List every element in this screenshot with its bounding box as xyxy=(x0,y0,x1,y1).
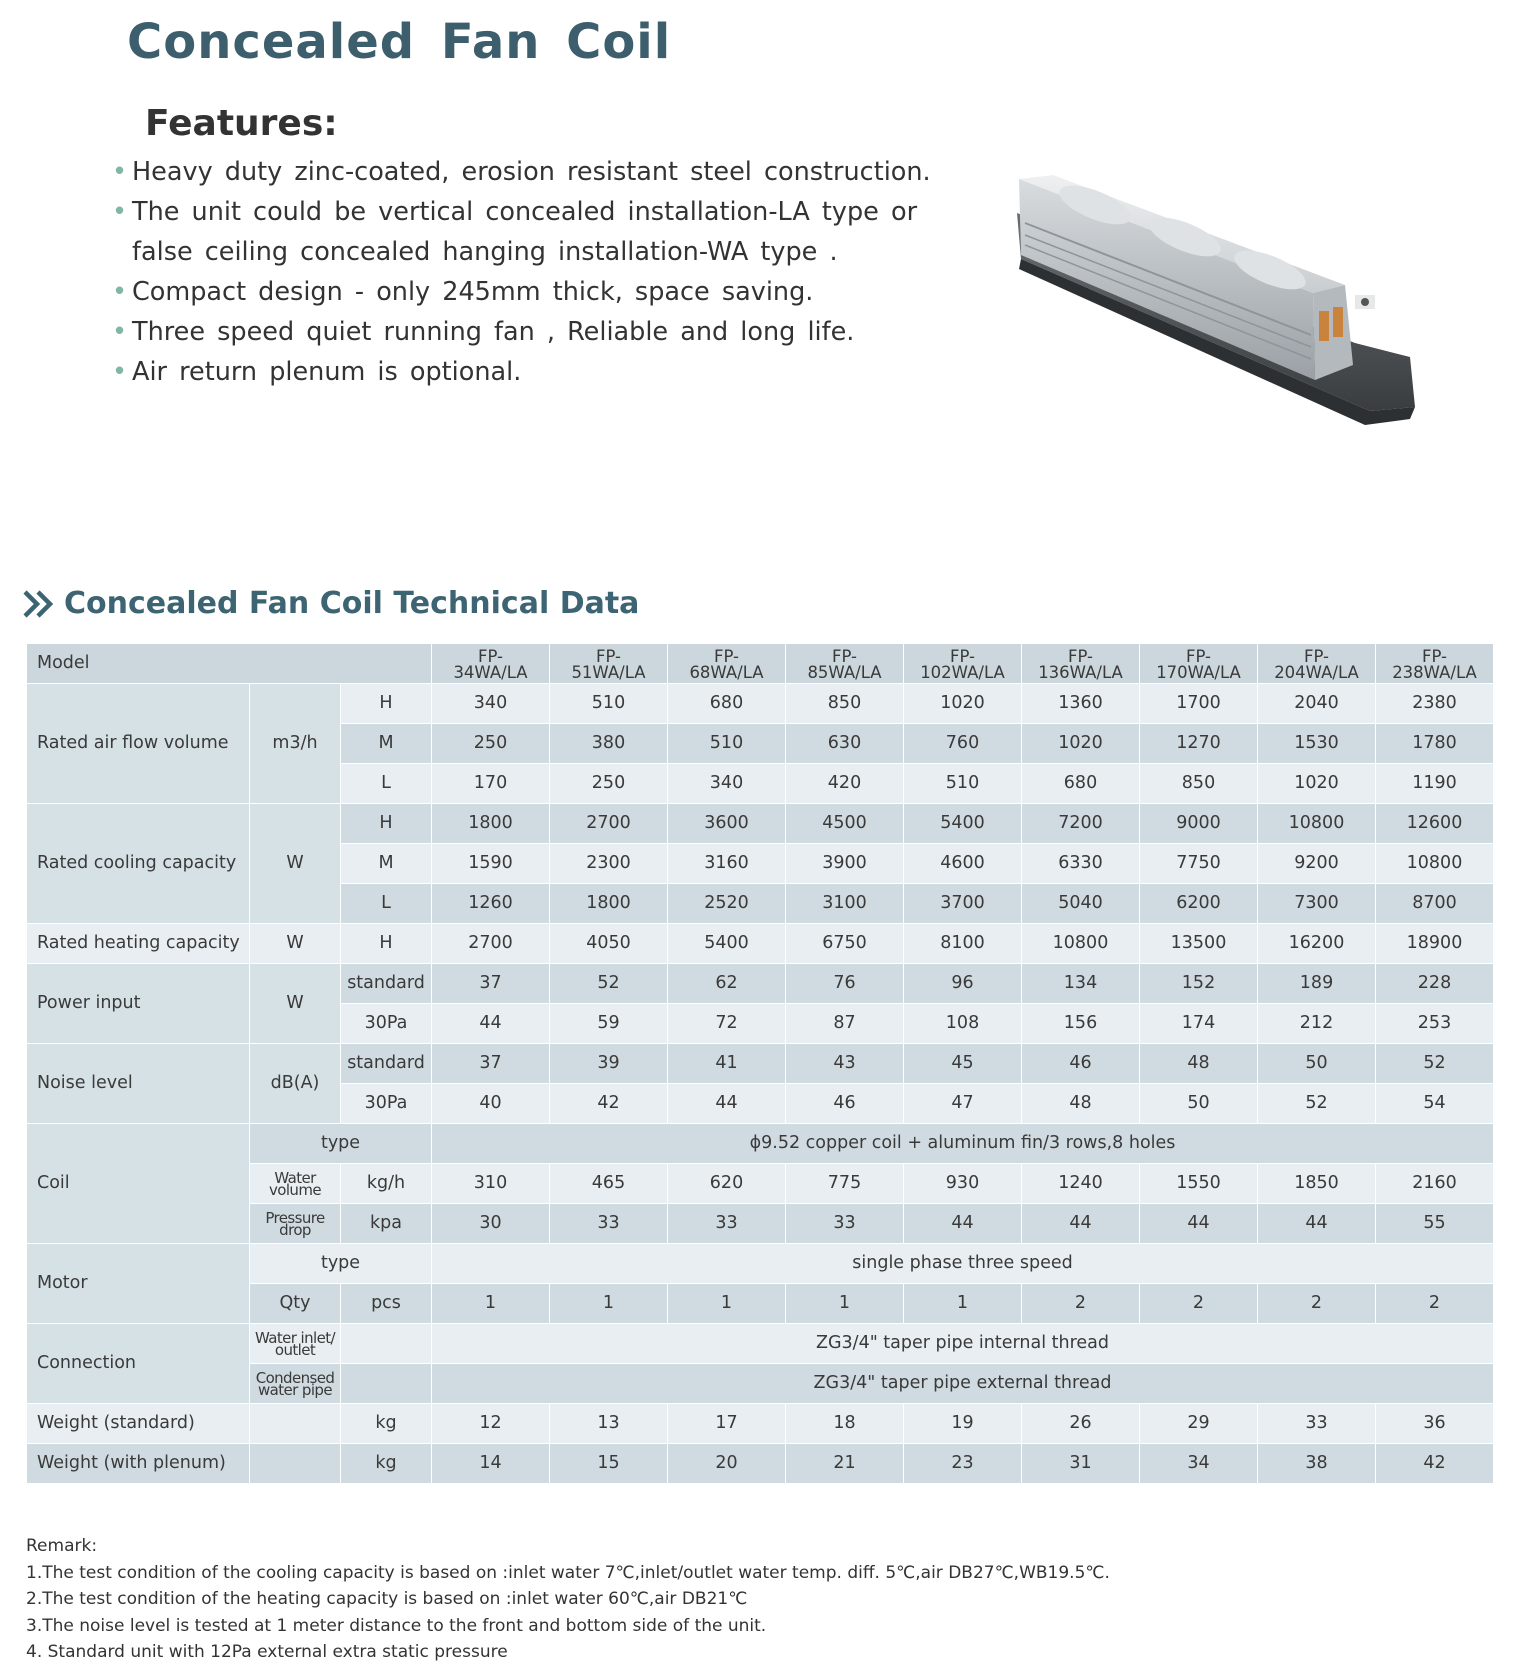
cell: 1 xyxy=(904,1284,1022,1324)
cell: 54 xyxy=(1376,1084,1494,1124)
unit-label: pcs xyxy=(341,1284,432,1324)
table-row-coil-type xyxy=(27,1124,1494,1164)
model-name: FP- 68WA/LA xyxy=(668,644,786,684)
cell: 9200 xyxy=(1258,844,1376,884)
cell: 2 xyxy=(1022,1284,1140,1324)
speed-label: M xyxy=(341,844,432,884)
table-row-weight-plenum xyxy=(27,1444,1494,1484)
table-row-weight-standard xyxy=(27,1404,1494,1444)
cell: 14 xyxy=(432,1444,550,1484)
cell: 46 xyxy=(786,1084,904,1124)
cell: 42 xyxy=(550,1084,668,1124)
cell: 30 xyxy=(432,1204,550,1244)
remark-item: 1.The test condition of the cooling capacity is based on :inlet water 7℃,inlet/outlet water temp. diff. 5℃,air DB27℃,WB19.5℃. xyxy=(26,1562,1110,1583)
bullet-icon: • xyxy=(112,277,128,307)
cell: 55 xyxy=(1376,1204,1494,1244)
heating-unit: W xyxy=(250,924,341,964)
cell: 87 xyxy=(786,1004,904,1044)
cell: 2160 xyxy=(1376,1164,1494,1204)
airflow-unit: m3/h xyxy=(250,684,341,804)
cell: 12600 xyxy=(1376,804,1494,844)
remarks-heading: Remark: xyxy=(26,1536,98,1556)
coil-type-label: type xyxy=(250,1124,432,1164)
cell: 76 xyxy=(786,964,904,1004)
cell: 2520 xyxy=(668,884,786,924)
empty-cell xyxy=(341,1364,432,1404)
cell: 12 xyxy=(432,1404,550,1444)
connection-label: Connection xyxy=(27,1324,250,1404)
cell: 250 xyxy=(432,724,550,764)
cell: 212 xyxy=(1258,1004,1376,1044)
cell: 44 xyxy=(1022,1204,1140,1244)
cell: 40 xyxy=(432,1084,550,1124)
cell: 13 xyxy=(550,1404,668,1444)
cell: 9000 xyxy=(1140,804,1258,844)
cooling-unit: W xyxy=(250,804,341,924)
cell: 4600 xyxy=(904,844,1022,884)
condensed-pipe-value: ZG3/4" taper pipe external thread xyxy=(432,1364,1494,1404)
cell: 50 xyxy=(1258,1044,1376,1084)
features-list xyxy=(112,152,942,392)
cell: 4500 xyxy=(786,804,904,844)
table-row-motor-type xyxy=(27,1244,1494,1284)
cell: 170 xyxy=(432,764,550,804)
cell: 50 xyxy=(1140,1084,1258,1124)
cell: 1020 xyxy=(1022,724,1140,764)
condensed-pipe-label: Condensed water pipe xyxy=(250,1364,341,1404)
cell: 41 xyxy=(668,1044,786,1084)
cell: 34 xyxy=(1140,1444,1258,1484)
cell: 15 xyxy=(550,1444,668,1484)
model-name: FP- 136WA/LA xyxy=(1022,644,1140,684)
cell: 134 xyxy=(1022,964,1140,1004)
cell: 760 xyxy=(904,724,1022,764)
cell: 3600 xyxy=(668,804,786,844)
technical-data-table xyxy=(26,643,1494,1484)
model-name: FP- 102WA/LA xyxy=(904,644,1022,684)
cell: 44 xyxy=(1258,1204,1376,1244)
cooling-label: Rated cooling capacity xyxy=(27,804,250,924)
table-row-cooling-h xyxy=(27,804,1494,844)
cell: 1 xyxy=(668,1284,786,1324)
remarks xyxy=(26,1533,1476,1666)
cell: 5400 xyxy=(904,804,1022,844)
qty-label: Qty xyxy=(250,1284,341,1324)
speed-label: L xyxy=(341,884,432,924)
cell: 39 xyxy=(550,1044,668,1084)
airflow-label: Rated air flow volume xyxy=(27,684,250,804)
cell: 2700 xyxy=(432,924,550,964)
table-row-noise-standard xyxy=(27,1044,1494,1084)
cell: 4050 xyxy=(550,924,668,964)
condition-label: 30Pa xyxy=(341,1004,432,1044)
unit-label: kg/h xyxy=(341,1164,432,1204)
cell: 930 xyxy=(904,1164,1022,1204)
cell: 18 xyxy=(786,1404,904,1444)
feature-item: • Three speed quiet running fan , Reliable and long life. xyxy=(112,312,942,352)
speed-label: H xyxy=(341,684,432,724)
bullet-icon: • xyxy=(112,317,128,347)
model-label: Model xyxy=(27,644,432,684)
remark-item: 2.The test condition of the heating capacity is based on :inlet water 60℃,air DB21℃ xyxy=(26,1589,748,1609)
cell: 775 xyxy=(786,1164,904,1204)
water-volume-label: Water volume xyxy=(250,1164,341,1204)
cell: 62 xyxy=(668,964,786,1004)
table-row-heating xyxy=(27,924,1494,964)
cell: 850 xyxy=(1140,764,1258,804)
page-title: Concealed Fan Coil xyxy=(127,14,672,70)
cell: 680 xyxy=(1022,764,1140,804)
cell: 21 xyxy=(786,1444,904,1484)
cell: 52 xyxy=(1258,1084,1376,1124)
cell: 2 xyxy=(1258,1284,1376,1324)
unit-label: kg xyxy=(341,1444,432,1484)
cell: 2040 xyxy=(1258,684,1376,724)
cell: 44 xyxy=(904,1204,1022,1244)
cell: 174 xyxy=(1140,1004,1258,1044)
cell: 1 xyxy=(432,1284,550,1324)
cell: 33 xyxy=(786,1204,904,1244)
cell: 10800 xyxy=(1376,844,1494,884)
cell: 23 xyxy=(904,1444,1022,1484)
model-name: FP- 204WA/LA xyxy=(1258,644,1376,684)
weight-standard-label: Weight (standard) xyxy=(27,1404,250,1444)
cell: 850 xyxy=(786,684,904,724)
noise-label: Noise level xyxy=(27,1044,250,1124)
empty-cell xyxy=(341,1324,432,1364)
coil-type-value: ϕ9.52 copper coil + aluminum fin/3 rows,8 holes xyxy=(432,1124,1494,1164)
cell: 38 xyxy=(1258,1444,1376,1484)
remark-item: 4. Standard unit with 12Pa external extra static pressure xyxy=(26,1642,508,1662)
cell: 3900 xyxy=(786,844,904,884)
cell: 2 xyxy=(1140,1284,1258,1324)
cell: 1020 xyxy=(1258,764,1376,804)
cell: 380 xyxy=(550,724,668,764)
speed-label: H xyxy=(341,804,432,844)
cell: 1270 xyxy=(1140,724,1258,764)
speed-label: H xyxy=(341,924,432,964)
motor-type-label: type xyxy=(250,1244,432,1284)
cell: 20 xyxy=(668,1444,786,1484)
water-inlet-label: Water inlet/ outlet xyxy=(250,1324,341,1364)
empty-cell xyxy=(250,1444,341,1484)
table-row-connection-inlet xyxy=(27,1324,1494,1364)
model-name: FP- 34WA/LA xyxy=(432,644,550,684)
cell: 6750 xyxy=(786,924,904,964)
cell: 1260 xyxy=(432,884,550,924)
feature-item: • The unit could be vertical concealed installation-LA type or false ceiling concealed hanging installation-WA type . xyxy=(112,192,942,272)
cell: 2380 xyxy=(1376,684,1494,724)
cell: 10800 xyxy=(1022,924,1140,964)
cell: 5400 xyxy=(668,924,786,964)
unit-label: kpa xyxy=(341,1204,432,1244)
bullet-icon: • xyxy=(112,197,128,227)
unit-label: kg xyxy=(341,1404,432,1444)
cell: 310 xyxy=(432,1164,550,1204)
cell: 250 xyxy=(550,764,668,804)
cell: 1530 xyxy=(1258,724,1376,764)
water-inlet-value: ZG3/4" taper pipe internal thread xyxy=(432,1324,1494,1364)
cell: 10800 xyxy=(1258,804,1376,844)
cell: 620 xyxy=(668,1164,786,1204)
cell: 13500 xyxy=(1140,924,1258,964)
cell: 1850 xyxy=(1258,1164,1376,1204)
cell: 33 xyxy=(668,1204,786,1244)
cell: 18900 xyxy=(1376,924,1494,964)
cell: 47 xyxy=(904,1084,1022,1124)
cell: 1360 xyxy=(1022,684,1140,724)
cell: 31 xyxy=(1022,1444,1140,1484)
motor-label: Motor xyxy=(27,1244,250,1324)
feature-item: • Heavy duty zinc-coated, erosion resistant steel construction. xyxy=(112,152,942,192)
cell: 29 xyxy=(1140,1404,1258,1444)
motor-type-value: single phase three speed xyxy=(432,1244,1494,1284)
cell: 228 xyxy=(1376,964,1494,1004)
cell: 44 xyxy=(1140,1204,1258,1244)
cell: 59 xyxy=(550,1004,668,1044)
cell: 340 xyxy=(432,684,550,724)
fan-coil-unit-image xyxy=(1015,175,1435,435)
cell: 465 xyxy=(550,1164,668,1204)
cell: 2700 xyxy=(550,804,668,844)
cell: 1780 xyxy=(1376,724,1494,764)
cell: 16200 xyxy=(1258,924,1376,964)
cell: 36 xyxy=(1376,1404,1494,1444)
cell: 44 xyxy=(432,1004,550,1044)
cell: 5040 xyxy=(1022,884,1140,924)
model-name: FP- 85WA/LA xyxy=(786,644,904,684)
power-unit: W xyxy=(250,964,341,1044)
cell: 26 xyxy=(1022,1404,1140,1444)
power-label: Power input xyxy=(27,964,250,1044)
cell: 33 xyxy=(1258,1404,1376,1444)
section-title: Concealed Fan Coil Technical Data xyxy=(22,586,639,621)
remark-item: 3.The noise level is tested at 1 meter distance to the front and bottom side of the unit. xyxy=(26,1615,767,1636)
cell: 3160 xyxy=(668,844,786,884)
cell: 52 xyxy=(550,964,668,1004)
cell: 1800 xyxy=(550,884,668,924)
cell: 1240 xyxy=(1022,1164,1140,1204)
pressure-drop-label: Pressure drop xyxy=(250,1204,341,1244)
cell: 189 xyxy=(1258,964,1376,1004)
table-row-model xyxy=(27,644,1494,684)
cell: 1800 xyxy=(432,804,550,844)
cell: 6200 xyxy=(1140,884,1258,924)
empty-cell xyxy=(250,1404,341,1444)
cell: 7750 xyxy=(1140,844,1258,884)
cell: 1 xyxy=(786,1284,904,1324)
model-name: FP- 170WA/LA xyxy=(1140,644,1258,684)
cell: 7300 xyxy=(1258,884,1376,924)
cell: 1020 xyxy=(904,684,1022,724)
condition-label: 30Pa xyxy=(341,1084,432,1124)
cell: 96 xyxy=(904,964,1022,1004)
cell: 42 xyxy=(1376,1444,1494,1484)
table-row-airflow-h xyxy=(27,684,1494,724)
cell: 52 xyxy=(1376,1044,1494,1084)
table-row-power-standard xyxy=(27,964,1494,1004)
features-heading: Features: xyxy=(145,103,338,144)
feature-item: • Compact design - only 245mm thick, space saving. xyxy=(112,272,942,312)
cell: 8700 xyxy=(1376,884,1494,924)
model-name: FP- 238WA/LA xyxy=(1376,644,1494,684)
cell: 48 xyxy=(1140,1044,1258,1084)
cell: 1190 xyxy=(1376,764,1494,804)
cell: 152 xyxy=(1140,964,1258,1004)
cell: 156 xyxy=(1022,1004,1140,1044)
cell: 33 xyxy=(550,1204,668,1244)
cell: 420 xyxy=(786,764,904,804)
cell: 253 xyxy=(1376,1004,1494,1044)
feature-item: • Air return plenum is optional. xyxy=(112,352,942,392)
cell: 6330 xyxy=(1022,844,1140,884)
coil-label: Coil xyxy=(27,1124,250,1244)
cell: 19 xyxy=(904,1404,1022,1444)
model-name: FP- 51WA/LA xyxy=(550,644,668,684)
cell: 3700 xyxy=(904,884,1022,924)
cell: 1700 xyxy=(1140,684,1258,724)
cell: 45 xyxy=(904,1044,1022,1084)
condition-label: standard xyxy=(341,964,432,1004)
cell: 44 xyxy=(668,1084,786,1124)
condition-label: standard xyxy=(341,1044,432,1084)
weight-plenum-label: Weight (with plenum) xyxy=(27,1444,250,1484)
cell: 1 xyxy=(550,1284,668,1324)
cell: 2300 xyxy=(550,844,668,884)
bullet-icon: • xyxy=(112,357,128,387)
speed-label: M xyxy=(341,724,432,764)
cell: 37 xyxy=(432,1044,550,1084)
cell: 72 xyxy=(668,1004,786,1044)
cell: 46 xyxy=(1022,1044,1140,1084)
cell: 43 xyxy=(786,1044,904,1084)
cell: 108 xyxy=(904,1004,1022,1044)
heating-label: Rated heating capacity xyxy=(27,924,250,964)
cell: 37 xyxy=(432,964,550,1004)
speed-label: L xyxy=(341,764,432,804)
cell: 510 xyxy=(904,764,1022,804)
cell: 510 xyxy=(550,684,668,724)
cell: 2 xyxy=(1376,1284,1494,1324)
cell: 1590 xyxy=(432,844,550,884)
cell: 340 xyxy=(668,764,786,804)
cell: 48 xyxy=(1022,1084,1140,1124)
cell: 1550 xyxy=(1140,1164,1258,1204)
cell: 7200 xyxy=(1022,804,1140,844)
cell: 8100 xyxy=(904,924,1022,964)
cell: 17 xyxy=(668,1404,786,1444)
double-chevron-icon xyxy=(22,589,56,619)
cell: 3100 xyxy=(786,884,904,924)
cell: 630 xyxy=(786,724,904,764)
bullet-icon: • xyxy=(112,157,128,187)
noise-unit: dB(A) xyxy=(250,1044,341,1124)
cell: 680 xyxy=(668,684,786,724)
cell: 510 xyxy=(668,724,786,764)
